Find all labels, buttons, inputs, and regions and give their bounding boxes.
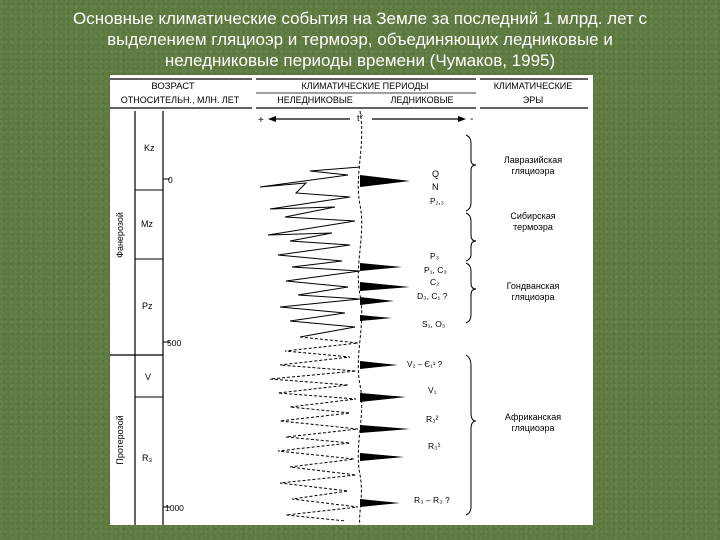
title-line-1: Основные климатические события на Земле за последний 1 млрд. лет с <box>73 9 647 28</box>
era-gondwana-2: гляциоэра <box>511 292 555 302</box>
temperature-curve-solid <box>260 167 360 337</box>
era-gondwana-1: Гондванская <box>506 281 560 291</box>
age-label-0: 0 <box>168 175 173 185</box>
era-african-2: гляциоэра <box>511 423 555 433</box>
spike-p3 <box>360 263 402 271</box>
spike-c2 <box>360 297 394 305</box>
era-siberian-2: термоэра <box>513 222 553 232</box>
label-p1c3: P₁, C₃ <box>424 265 447 275</box>
spike-r31 <box>360 453 404 461</box>
era-kz: Kz <box>144 143 155 153</box>
climate-diagram <box>110 75 593 525</box>
bracket-gondwana <box>466 263 476 323</box>
label-n: N <box>432 182 439 192</box>
temperature-curve-dashed <box>270 337 358 521</box>
era-v: V <box>145 372 152 382</box>
strat-column <box>110 111 184 525</box>
spike-d3c1 <box>360 315 392 321</box>
eon-proterozoic: Протерозой <box>115 415 125 465</box>
glaciation-labels <box>407 169 450 505</box>
era-r3: R₃ <box>142 453 153 463</box>
era-brackets <box>466 135 562 515</box>
minus-sign: - <box>470 114 474 125</box>
label-d3c1: D₃, C₁ ? <box>417 291 448 301</box>
label-s1o3: S₁, O₃ <box>422 319 446 329</box>
label-r3r3: R₃ – R₃ ? <box>414 495 450 505</box>
era-laurasian-2: гляциоэра <box>511 166 555 176</box>
label-r32: R₃² <box>426 414 439 424</box>
spike-v1 <box>360 393 406 402</box>
bracket-siberian <box>466 213 476 261</box>
label-q: Q <box>432 169 440 179</box>
title-line-3: неледниковые периоды времени (Чумаков, 1995) <box>164 51 556 70</box>
age-label-1000: 1000 <box>165 503 184 513</box>
arrow-right-head <box>458 116 466 122</box>
era-siberian-1: Сибирская <box>510 211 556 221</box>
spike-r3r3 <box>360 499 400 507</box>
label-v2e1: V₂ – Є₁¹ ? <box>407 360 443 369</box>
plus-sign: + <box>258 115 264 126</box>
era-pz: Pz <box>142 301 153 311</box>
glaciation-spikes <box>360 175 410 507</box>
eon-phanerozoic: Фанерозой <box>115 212 125 258</box>
era-laurasian-1: Лавразийская <box>503 155 563 165</box>
bracket-african <box>466 355 476 515</box>
t-sign: t° <box>357 113 364 123</box>
spike-r32 <box>360 425 410 433</box>
bracket-laurasian <box>466 135 476 211</box>
title-line-2: выделением гляциоэр и термоэр, объединяющих ледниковые и <box>107 30 613 49</box>
label-r31: R₃¹ <box>428 441 441 451</box>
spike-v2 <box>360 361 398 369</box>
era-african-1: Африканская <box>504 412 562 422</box>
header-eras-label-1: КЛИМАТИЧЕСКИЕ <box>493 81 573 91</box>
label-p23: P₂,₃ <box>430 197 444 206</box>
header-age-label-1: ВОЗРАСТ <box>151 81 195 92</box>
climate-diagram-svg <box>110 75 593 525</box>
slide-title <box>20 8 700 71</box>
label-v1: V₁ <box>428 385 437 395</box>
age-label-500: 500 <box>167 338 182 348</box>
header <box>110 79 588 126</box>
header-periods-label: КЛИМАТИЧЕСКИЕ ПЕРИОДЫ <box>301 81 429 91</box>
spike-p1c3 <box>360 282 410 291</box>
header-glacial-label: ЛЕДНИКОВЫЕ <box>390 95 454 105</box>
era-mz: Mz <box>141 219 153 229</box>
arrow-left-head <box>268 116 276 122</box>
spike-q <box>360 175 410 187</box>
header-nonglacial-label: НЕЛЕДНИКОВЫЕ <box>277 95 353 105</box>
header-eras-label-2: ЭРЫ <box>522 95 544 105</box>
label-p3: P₃ <box>430 251 440 261</box>
header-age-label-2: ОТНОСИТЕЛЬН., МЛН. ЛЕТ <box>120 95 240 105</box>
label-c2: C₂ <box>430 277 440 287</box>
